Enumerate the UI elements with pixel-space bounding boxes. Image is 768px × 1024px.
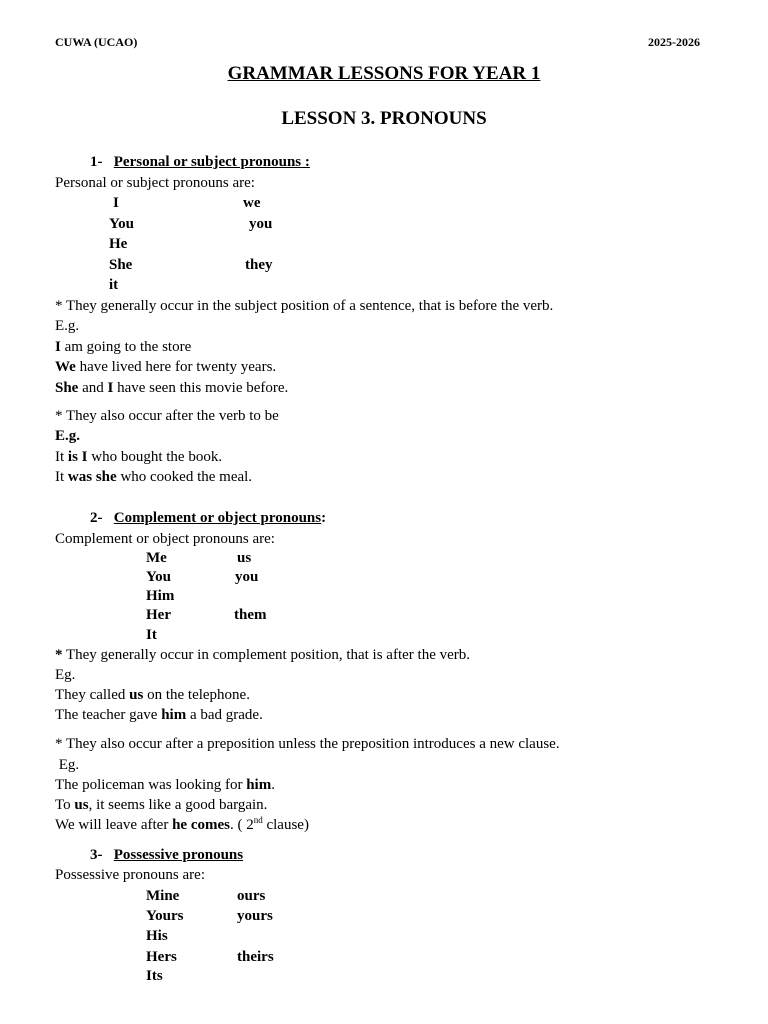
example-sentence: They called us on the telephone. — [55, 687, 250, 703]
section-title: Complement or object pronouns — [113, 510, 322, 526]
example-sentence: To us, it seems like a good bargain. — [55, 797, 268, 813]
example-label: E.g. — [55, 318, 80, 334]
example-sentence: It is I who bought the book. — [55, 449, 223, 465]
pronoun-yours-plural: yours — [237, 908, 273, 924]
pronoun-he: He — [109, 236, 128, 252]
pronoun-her: Her — [146, 607, 171, 623]
section-1-note-2: * They also occur after the verb to be — [55, 408, 279, 424]
pronoun-you-plural: you — [249, 216, 273, 232]
example-label: E.g. — [55, 428, 81, 444]
example-sentence: We have lived here for twenty years. — [55, 359, 277, 375]
header-right: 2025-2026 — [648, 35, 700, 49]
section-2-intro: Complement or object pronouns are: — [55, 531, 275, 547]
example-sentence: We will leave after he comes. ( 2nd clause) — [55, 815, 309, 833]
section-colon: : — [321, 510, 327, 526]
page-title: GRAMMAR LESSONS FOR YEAR 1 — [227, 63, 541, 84]
example-sentence: I am going to the store — [55, 339, 192, 355]
example-sentence: She and I have seen this movie before. — [55, 380, 289, 396]
section-2-note-2: * They also occur after a preposition unless the preposition introduces a new clause. — [55, 736, 560, 752]
pronoun-its: Its — [146, 968, 163, 984]
pronoun-his: His — [146, 928, 168, 944]
pronoun-ours: ours — [237, 888, 266, 904]
pronoun-i: I — [113, 195, 119, 211]
section-number: 2- — [90, 510, 103, 526]
header-left: CUWA (UCAO) — [55, 35, 138, 49]
section-3-heading — [90, 847, 243, 864]
example-sentence: It was she who cooked the meal. — [55, 469, 253, 485]
section-2-heading — [90, 510, 326, 527]
section-2-note-1: * They generally occur in complement position, that is after the verb. — [55, 647, 471, 663]
pronoun-they: they — [245, 257, 273, 273]
section-number: 3- — [90, 847, 103, 863]
section-3-intro: Possessive pronouns are: — [55, 867, 205, 883]
pronoun-hers: Hers — [146, 949, 177, 965]
pronoun-she: She — [109, 257, 133, 273]
section-title: Personal or subject pronouns — [113, 154, 302, 170]
pronoun-him: Him — [146, 588, 175, 604]
pronoun-me: Me — [146, 550, 167, 566]
pronoun-you-plural: you — [235, 569, 259, 585]
pronoun-them: them — [234, 607, 267, 623]
section-title: Possessive pronouns — [113, 847, 244, 863]
example-label: Eg. — [55, 667, 76, 683]
pronoun-we: we — [243, 195, 261, 211]
pronoun-mine: Mine — [146, 888, 180, 904]
pronoun-it: It — [146, 627, 157, 643]
example-label: Eg. — [55, 757, 80, 773]
section-1-intro: Personal or subject pronouns are: — [55, 175, 255, 191]
pronoun-us: us — [237, 550, 252, 566]
section-1-note-1: * They generally occur in the subject position of a sentence, that is before the verb. — [55, 298, 554, 314]
example-sentence: The teacher gave him a bad grade. — [55, 707, 263, 723]
section-number: 1- — [90, 154, 103, 170]
example-sentence: The policeman was looking for him. — [55, 777, 275, 793]
pronoun-theirs: theirs — [237, 949, 274, 965]
section-1-heading — [90, 154, 310, 171]
lesson-title: LESSON 3. PRONOUNS — [281, 108, 487, 129]
pronoun-you-singular: You — [109, 216, 135, 232]
pronoun-yours-singular: Yours — [146, 908, 184, 924]
pronoun-it: it — [109, 277, 119, 293]
section-colon: : — [301, 154, 310, 170]
pronoun-you-singular: You — [146, 569, 172, 585]
